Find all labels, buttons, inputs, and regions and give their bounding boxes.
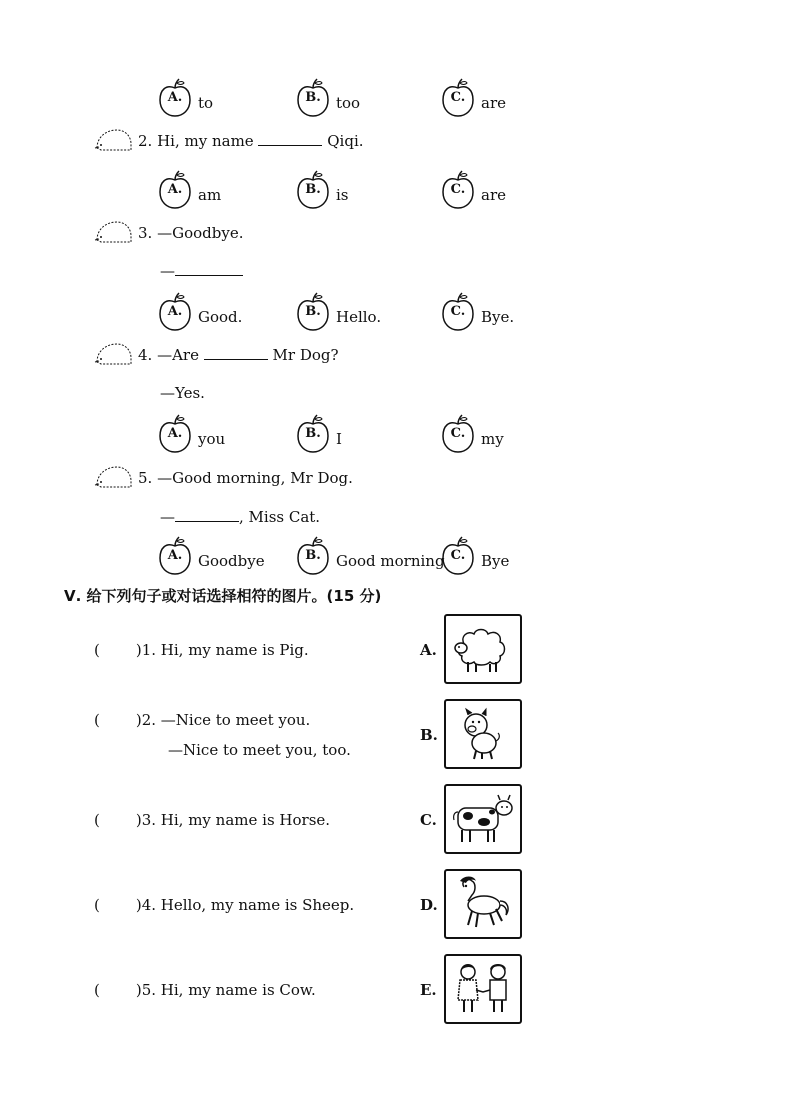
question-2: [138, 132, 364, 150]
match-item-3: [94, 811, 330, 829]
option-letter: C.: [450, 304, 466, 319]
apple-icon: [441, 292, 475, 332]
option-letter: A.: [167, 426, 183, 441]
match-item-2-line2: —Nice to meet you, too.: [168, 741, 351, 759]
question-number: 3.: [138, 224, 153, 242]
apple-icon: [441, 414, 475, 454]
item-text: )5. Hi, my name is Cow.: [135, 981, 316, 999]
question-text: —Goodbye.: [157, 224, 244, 242]
apple-icon: [158, 414, 192, 454]
option-text: you: [198, 430, 226, 448]
match-item-5: [94, 981, 316, 999]
reply-dash: —: [160, 262, 175, 280]
option-letter: A.: [167, 182, 183, 197]
question-text: —Are: [157, 346, 199, 364]
apple-icon: [441, 536, 475, 576]
item-text: )2. —Nice to meet you.: [135, 711, 311, 729]
picture-label-c: C.: [420, 811, 437, 829]
apple-icon: [158, 292, 192, 332]
children-greeting-icon: [446, 956, 520, 1022]
option-letter: B.: [305, 304, 321, 319]
picture-label-d: D.: [420, 896, 438, 914]
picture-label-e: E.: [420, 981, 437, 999]
apple-icon: [296, 78, 330, 118]
option-letter: A.: [167, 548, 183, 563]
option-text: are: [481, 186, 506, 204]
cow-icon: [446, 786, 520, 852]
option-text: Hello.: [336, 308, 382, 326]
option-text: am: [198, 186, 222, 204]
reply-suffix: , Miss Cat.: [239, 508, 321, 526]
hedgehog-icon: [93, 218, 135, 246]
option-text: are: [481, 94, 506, 112]
answer-blank[interactable]: [175, 521, 239, 522]
option-letter: B.: [305, 182, 321, 197]
option-text: Good morning: [336, 552, 445, 570]
picture-label-a: A.: [420, 641, 437, 659]
answer-paren[interactable]: (: [94, 711, 100, 729]
match-item-4: [94, 896, 354, 914]
option-letter: C.: [450, 90, 466, 105]
question-text: —Good morning, Mr Dog.: [157, 469, 353, 487]
reply-dash: —: [160, 508, 175, 526]
apple-icon: [296, 536, 330, 576]
question-3: [138, 224, 243, 242]
question-3-reply: [160, 262, 243, 280]
option-letter: A.: [167, 304, 183, 319]
option-letter: B.: [305, 548, 321, 563]
hedgehog-icon: [93, 463, 135, 491]
answer-blank[interactable]: [175, 275, 243, 276]
section-5-title: Ⅴ. 给下列句子或对话选择相符的图片。(15 分): [64, 587, 382, 605]
picture-d: [444, 869, 522, 939]
picture-e: [444, 954, 522, 1024]
apple-icon: [441, 78, 475, 118]
answer-paren[interactable]: (: [94, 896, 100, 914]
hedgehog-icon: [93, 340, 135, 368]
apple-icon: [158, 536, 192, 576]
option-text: my: [481, 430, 504, 448]
apple-icon: [296, 414, 330, 454]
apple-icon: [441, 170, 475, 210]
answer-blank[interactable]: [258, 145, 322, 146]
option-text: Bye: [481, 552, 510, 570]
sheep-icon: [446, 616, 520, 682]
option-text: Good.: [198, 308, 243, 326]
question-5: [138, 469, 353, 487]
item-text: )3. Hi, my name is Horse.: [135, 811, 331, 829]
option-text: I: [336, 430, 342, 448]
apple-icon: [296, 170, 330, 210]
horse-icon: [446, 871, 520, 937]
question-number: 4.: [138, 346, 153, 364]
option-text: to: [198, 94, 214, 112]
apple-icon: [158, 170, 192, 210]
apple-icon: [158, 78, 192, 118]
apple-icon: [296, 292, 330, 332]
answer-paren[interactable]: (: [94, 811, 100, 829]
question-4-reply: —Yes.: [160, 384, 205, 402]
item-text: )4. Hello, my name is Sheep.: [135, 896, 355, 914]
answer-paren[interactable]: (: [94, 981, 100, 999]
option-letter: A.: [167, 90, 183, 105]
option-text: Goodbye: [198, 552, 265, 570]
picture-c: [444, 784, 522, 854]
picture-b: [444, 699, 522, 769]
option-letter: B.: [305, 90, 321, 105]
option-letter: C.: [450, 182, 466, 197]
picture-label-b: B.: [420, 726, 438, 744]
option-text: Bye.: [481, 308, 515, 326]
option-text: is: [336, 186, 349, 204]
hedgehog-icon: [93, 126, 135, 154]
question-5-reply: [160, 508, 320, 526]
question-number: 2.: [138, 132, 153, 150]
match-item-2: [94, 711, 310, 729]
question-number: 5.: [138, 469, 153, 487]
answer-blank[interactable]: [204, 359, 268, 360]
question-4: [138, 346, 339, 364]
pig-icon: [446, 701, 520, 767]
question-text-after: Mr Dog?: [272, 346, 339, 364]
option-letter: B.: [305, 426, 321, 441]
option-letter: C.: [450, 426, 466, 441]
match-item-1: [94, 641, 309, 659]
question-text-after: Qiqi.: [327, 132, 364, 150]
option-letter: C.: [450, 548, 466, 563]
option-text: too: [336, 94, 361, 112]
question-text: Hi, my name: [157, 132, 254, 150]
item-text: )1. Hi, my name is Pig.: [135, 641, 309, 659]
answer-paren[interactable]: (: [94, 641, 100, 659]
picture-a: [444, 614, 522, 684]
